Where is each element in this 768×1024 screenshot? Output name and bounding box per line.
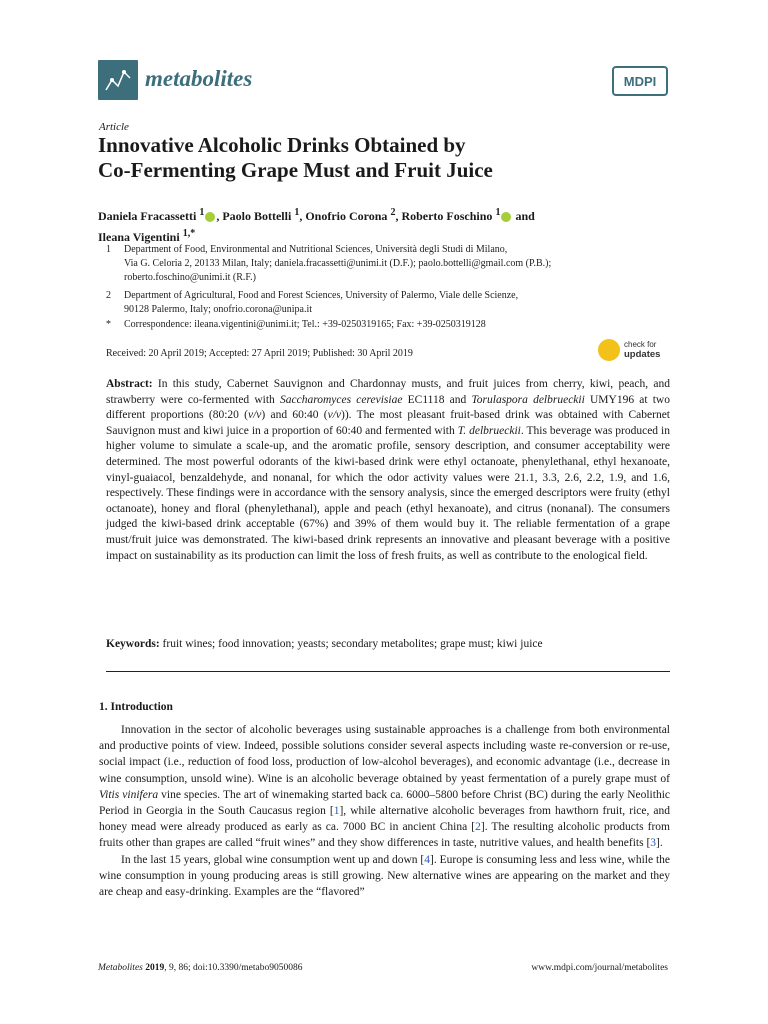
check-for-updates-badge[interactable]: check for updates [598, 338, 668, 362]
reference-link[interactable]: 1 [333, 805, 340, 818]
orcid-icon[interactable] [501, 212, 511, 222]
keywords: Keywords: fruit wines; food innovation; yeasts; secondary metabolites; grape must; kiwi juice [106, 638, 543, 650]
citation-footer: Metabolites 2019, 9, 86; doi:10.3390/metabo9050086 [98, 963, 303, 973]
article-type: Article [99, 121, 129, 133]
section-title: 1. Introduction [99, 701, 173, 713]
orcid-icon[interactable] [205, 212, 215, 222]
affiliation-2: 2 Department of Agricultural, Food and Forest Sciences, University of Palermo, Viale delle Scienze, 90128 Palermo, Italy; onofrio.corona@unipa.it [106, 290, 519, 316]
introduction-text [99, 722, 670, 900]
page-title [98, 133, 658, 183]
journal-name: metabolites [145, 66, 253, 91]
reference-link[interactable]: 4 [424, 853, 431, 866]
title-line-1: Innovative Alcoholic Drinks Obtained by [98, 133, 466, 157]
correspondence: * Correspondence: ileana.vigentini@unimi.it; Tel.: +39-0250319165; Fax: +39-0250319128 [106, 319, 486, 330]
paragraph: In the last 15 years, global wine consumption went up and down [4]. Europe is consuming less and less wine, while the wine consumption in young producing areas is still growing. New alternative wines are appearing on the market and they are cheap and easy-drinking. Examples are the “flavored” [99, 853, 670, 899]
publication-dates: Received: 20 April 2019; Accepted: 27 April 2019; Published: 30 April 2019 [106, 348, 413, 359]
journal-logo [98, 60, 138, 100]
author-name[interactable]: Daniela Fracassetti [98, 209, 197, 223]
author-name[interactable]: Roberto Foschino [401, 209, 493, 223]
author-name[interactable]: Onofrio Corona [305, 209, 388, 223]
author-name[interactable]: Ileana Vigentini [98, 230, 180, 244]
mdpi-logo[interactable]: MDPI [612, 66, 668, 96]
author-list: Daniela Fracassetti $^1$ , Paolo Bottelli $^1$, Onofrio Corona $^2$, Roberto Foschino $^1$ and Ileana Vigentini $^{1,*}$ [98, 207, 535, 244]
journal-url[interactable]: www.mdpi.com/journal/metabolites [531, 963, 668, 973]
reference-link[interactable]: 3 [650, 837, 657, 850]
affiliation-1: 1 Department of Food, Environmental and Nutritional Sciences, Università degli Studi di Milano, Via G. Celoria 2, 20133 Milan, Italy; daniela.fracassetti@unimi.it (D.F.); paolo.bottelli@gmail.com (P.B.); roberto.foschino@unimi.it (R.F.) [106, 244, 552, 284]
paragraph: Innovation in the sector of alcoholic beverages using sustainable approaches is a challenge from both environmental and productive points of view. Indeed, possible solutions consider several aspects including waste re-conversion or re-use, social impact (i.e., reduction of food loss, production of low-alcohol beverages), and economic advantage (i.e., decrease in wine consumption, unsold wine). Wine is an alcoholic beverage obtained by yeast fermentation of a purely grape must of Vitis vinifera vine species. The art of winemaking started back ca. 6000–5800 before Christ (BC) during the early Neolithic Period in Georgia in the South Caucasus region [1], while alternative alcoholic beverages from hawthorn fruit, rice, and honey mead were already produced as early as ca. 7000 BC in ancient China [2]. The resulting alcoholic products from fruits other than grapes are called “fruit wines” and they show differences in taste, nutritive values, and health benefits [3]. [99, 724, 671, 850]
check-updates-icon [598, 339, 620, 361]
author-name[interactable]: Paolo Bottelli [222, 209, 292, 223]
reference-link[interactable]: 2 [475, 821, 481, 834]
abstract: Abstract: In this study, Cabernet Sauvignon and Chardonnay musts, and fruit juices from cherry, kiwi, peach, and strawberry were co-fermented with Saccharomyces cerevisiae EC1118 and Torulaspora delbrueckii UMY196 at two different proportions (80:20 (v/v) and 60:40 (v/v)). The most pleasant fruit-based drink was obtained with Cabernet Sauvignon must and kiwi juice in a proportion of 60:40 and fermented with T. delbrueckii. This beverage was produced in higher volume to simulate a scale-up, and the aromatic profile, sensory description, and consumer acceptability were determined. The most powerful odorants of the kiwi-based drink were ethyl octanoate, phenylethanal, ethyl hexanoate, vinyl-guaiacol, benzaldehyde, and nonanal, for which the odor activity values were 21.1, 3.3, 2.6, 2.2, 1.9, and 1.6, respectively. These findings were in accordance with the sensory analysis, since the emerged descriptors were fruity (ethyl octanoate), honey and floral (phenylethanal), apple and peach (ethyl hexanoate), and citrus (nonanal). The consumers judged the kiwi-based drink acceptable (67%) and 39% of them would buy it. The reliable fermentation of a grape must/fruit juice was demonstrated. The kiwi-based drink represents an innovative and pleasant beverage with a positive impact on sustainability as its production can limit the loss of fresh fruits, as well as contribute to the enological field. [106, 378, 670, 562]
title-line-2: Co-Fermenting Grape Must and Fruit Juice [98, 158, 493, 182]
divider [106, 671, 670, 672]
